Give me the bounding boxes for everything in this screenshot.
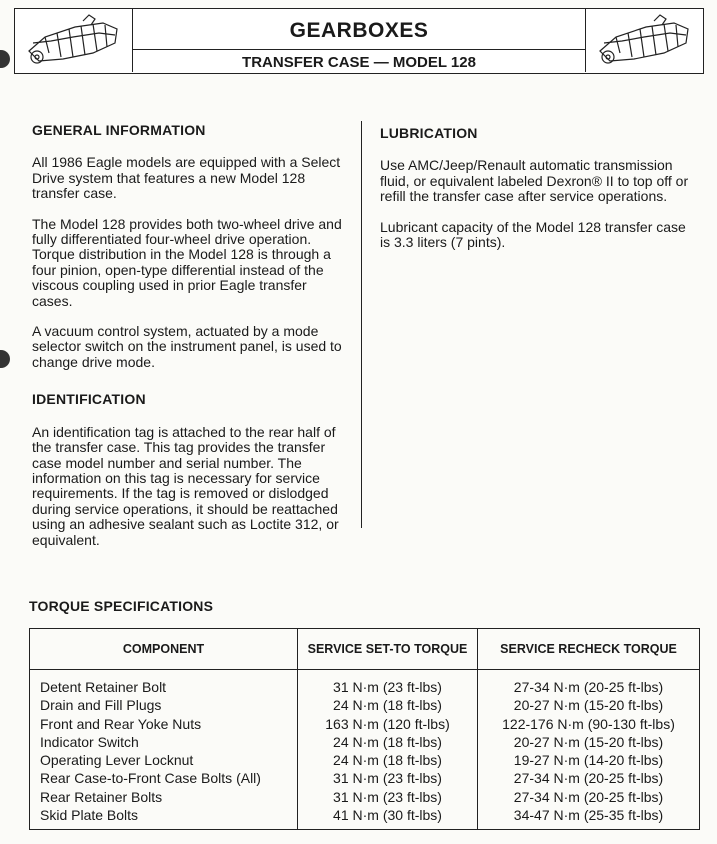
set-to-torque-value: 31 N·m (23 ft-lbs) — [333, 679, 442, 695]
set-to-torque-cell — [298, 670, 478, 830]
recheck-torque-value: 27-34 N·m (20-25 ft-lbs) — [513, 770, 664, 787]
header-divider — [133, 49, 585, 50]
general-information-paragraph: A vacuum control system, actuated by a mode selector switch on the instrument panel, is used to change drive mode. — [32, 323, 342, 370]
right-column — [380, 126, 696, 265]
gearbox-illustration-icon — [15, 9, 133, 72]
recheck-torque-value: 20-27 N·m (15-20 ft-lbs) — [513, 697, 664, 714]
column-header-recheck-torque: SERVICE RECHECK TORQUE — [478, 629, 700, 670]
set-to-torque-value: 24 N·m (18 ft-lbs) — [333, 697, 442, 714]
set-to-torque-value: 31 N·m (23 ft-lbs) — [333, 788, 442, 805]
page-header — [14, 8, 704, 74]
recheck-torque-value: 122-176 N·m (90-130 ft-lbs) — [502, 715, 675, 732]
lubrication-heading: LUBRICATION — [380, 125, 478, 141]
column-header-set-to-torque: SERVICE SET-TO TORQUE — [298, 629, 478, 670]
binder-hole — [0, 350, 10, 368]
recheck-torque-value: 20-27 N·m (15-20 ft-lbs) — [513, 733, 664, 750]
torque-specifications-heading: TORQUE SPECIFICATIONS — [29, 598, 214, 614]
lubrication-paragraph: Lubricant capacity of the Model 128 transfer case is 3.3 liters (7 pints). — [380, 218, 686, 251]
table-header-row — [30, 629, 700, 670]
component-name: Detent Retainer Bolt — [40, 679, 167, 695]
component-name: Indicator Switch — [40, 733, 139, 750]
lubrication-paragraph: Use AMC/Jeep/Renault automatic transmission fluid, or equivalent labeled Dexron® II to top off or refill the transfer case after service operations. — [380, 157, 689, 205]
general-information-paragraph: All 1986 Eagle models are equipped with a Select Drive system that features a new Model 128 transfer case. — [32, 154, 341, 202]
page-subtitle: TRANSFER CASE — MODEL 128 — [242, 54, 476, 71]
column-header-component: COMPONENT — [30, 629, 298, 670]
component-cell — [30, 670, 298, 830]
gearbox-illustration-icon — [585, 9, 703, 72]
identification-paragraph: An identification tag is attached to the rear half of the transfer case. This tag provides the transfer case model number and serial number. The information on this tag is necessary for service requirements. If the tag is removed or dislodged during service operations, it should be reattached using an adhesive sealant such as Loctite 312, or equivalent. — [32, 423, 339, 548]
set-to-torque-value: 24 N·m (18 ft-lbs) — [333, 733, 442, 750]
torque-specifications-table — [29, 628, 700, 830]
recheck-torque-cell — [478, 670, 700, 830]
recheck-torque-value: 34-47 N·m (25-35 ft-lbs) — [513, 807, 664, 824]
component-name: Rear Retainer Bolts — [40, 788, 163, 805]
table-row — [30, 670, 700, 830]
general-information-heading: GENERAL INFORMATION — [32, 122, 206, 138]
page-title: GEARBOXES — [289, 19, 429, 42]
set-to-torque-value: 41 N·m (30 ft-lbs) — [333, 807, 442, 824]
component-name: Skid Plate Bolts — [40, 807, 139, 824]
component-name: Front and Rear Yoke Nuts — [40, 715, 202, 732]
component-name: Operating Lever Locknut — [40, 752, 194, 769]
column-divider — [361, 121, 362, 528]
component-name: Rear Case-to-Front Case Bolts (All) — [40, 770, 261, 787]
set-to-torque-value: 31 N·m (23 ft-lbs) — [333, 770, 442, 787]
recheck-torque-value: 19-27 N·m (14-20 ft-lbs) — [513, 752, 664, 769]
general-information-paragraph: The Model 128 provides both two-wheel drive and fully differentiated four-wheel drive operation. Torque distribution in the Model 128 is through a four pinion, open-type differential instead of the viscous coupling used in prior Eagle transfer cases. — [32, 215, 342, 309]
component-name: Drain and Fill Plugs — [40, 697, 162, 714]
identification-heading: IDENTIFICATION — [32, 391, 146, 408]
recheck-torque-value: 27-34 N·m (20-25 ft-lbs) — [513, 788, 664, 805]
binder-hole — [0, 50, 10, 68]
set-to-torque-value: 163 N·m (120 ft-lbs) — [325, 715, 450, 732]
recheck-torque-value: 27-34 N·m (20-25 ft-lbs) — [513, 679, 664, 695]
left-column — [32, 123, 350, 563]
set-to-torque-value: 24 N·m (18 ft-lbs) — [333, 752, 442, 769]
